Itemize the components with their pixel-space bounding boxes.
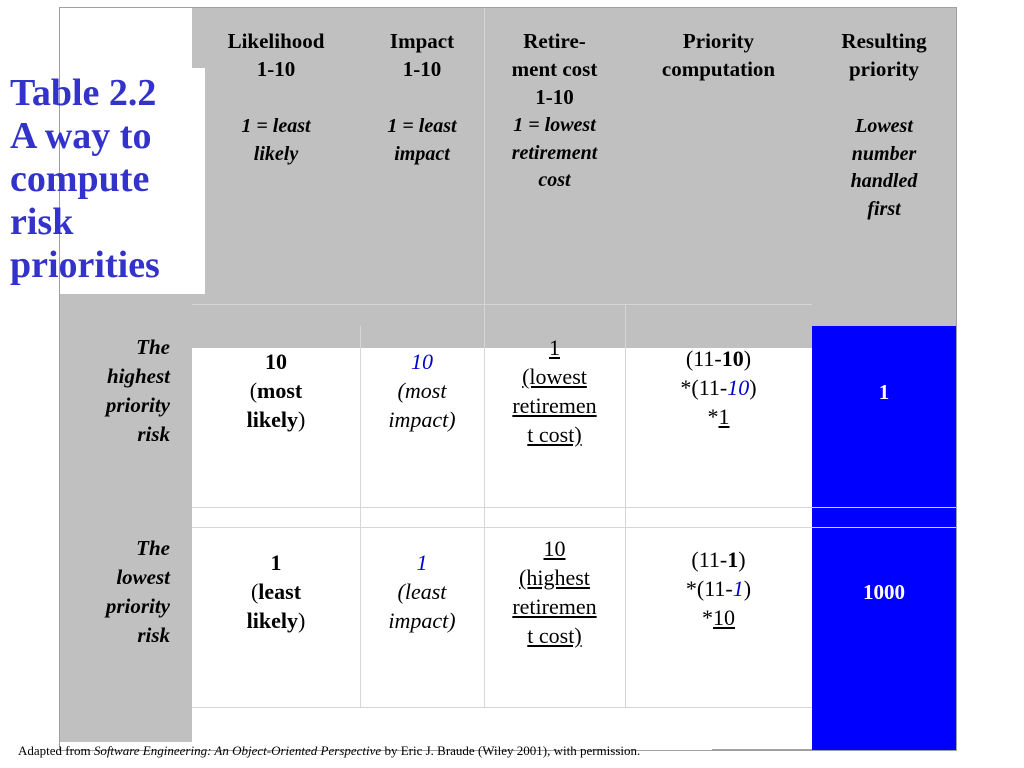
resulting-priority-value: 1 bbox=[878, 380, 890, 404]
row-label-highest: The highest priority risk bbox=[105, 335, 170, 446]
header-resulting-priority: Resulting priority Lowest number handled first bbox=[841, 29, 927, 220]
header-likelihood: Likelihood 1-10 1 = least likely bbox=[227, 29, 325, 165]
resulting-priority-value: 1000 bbox=[863, 580, 905, 604]
header-impact: Impact 1-10 1 = least impact bbox=[387, 29, 457, 165]
impact-cell: 10 (most impact) bbox=[388, 349, 456, 432]
header-retirement-cost: Retire- ment cost 1-10 1 = lowest retirement cost bbox=[511, 29, 598, 191]
retirement-cost-cell: 10 (highest retiremen t cost) bbox=[512, 536, 597, 648]
attribution-footer: Adapted from Software Engineering: An Object-Oriented Perspective by Eric J. Braude (Wiley 2001), with permission. bbox=[18, 743, 641, 758]
row-label-lowest: The lowest priority risk bbox=[105, 536, 170, 647]
table-title: Table 2.2 A way to compute risk priorities bbox=[10, 72, 160, 286]
impact-cell: 1 (least impact) bbox=[388, 550, 456, 633]
header-priority-computation: Priority computation bbox=[661, 29, 776, 81]
likelihood-cell: 1 (least likely) bbox=[246, 550, 306, 633]
retirement-cost-cell: 1 (lowest retiremen t cost) bbox=[512, 335, 597, 447]
priority-computation-cell: (11-1) *(11-1) *10 bbox=[685, 547, 752, 630]
priority-computation-cell: (11-10) *(11-10) *1 bbox=[680, 346, 757, 429]
likelihood-cell: 10 (most likely) bbox=[246, 349, 306, 432]
